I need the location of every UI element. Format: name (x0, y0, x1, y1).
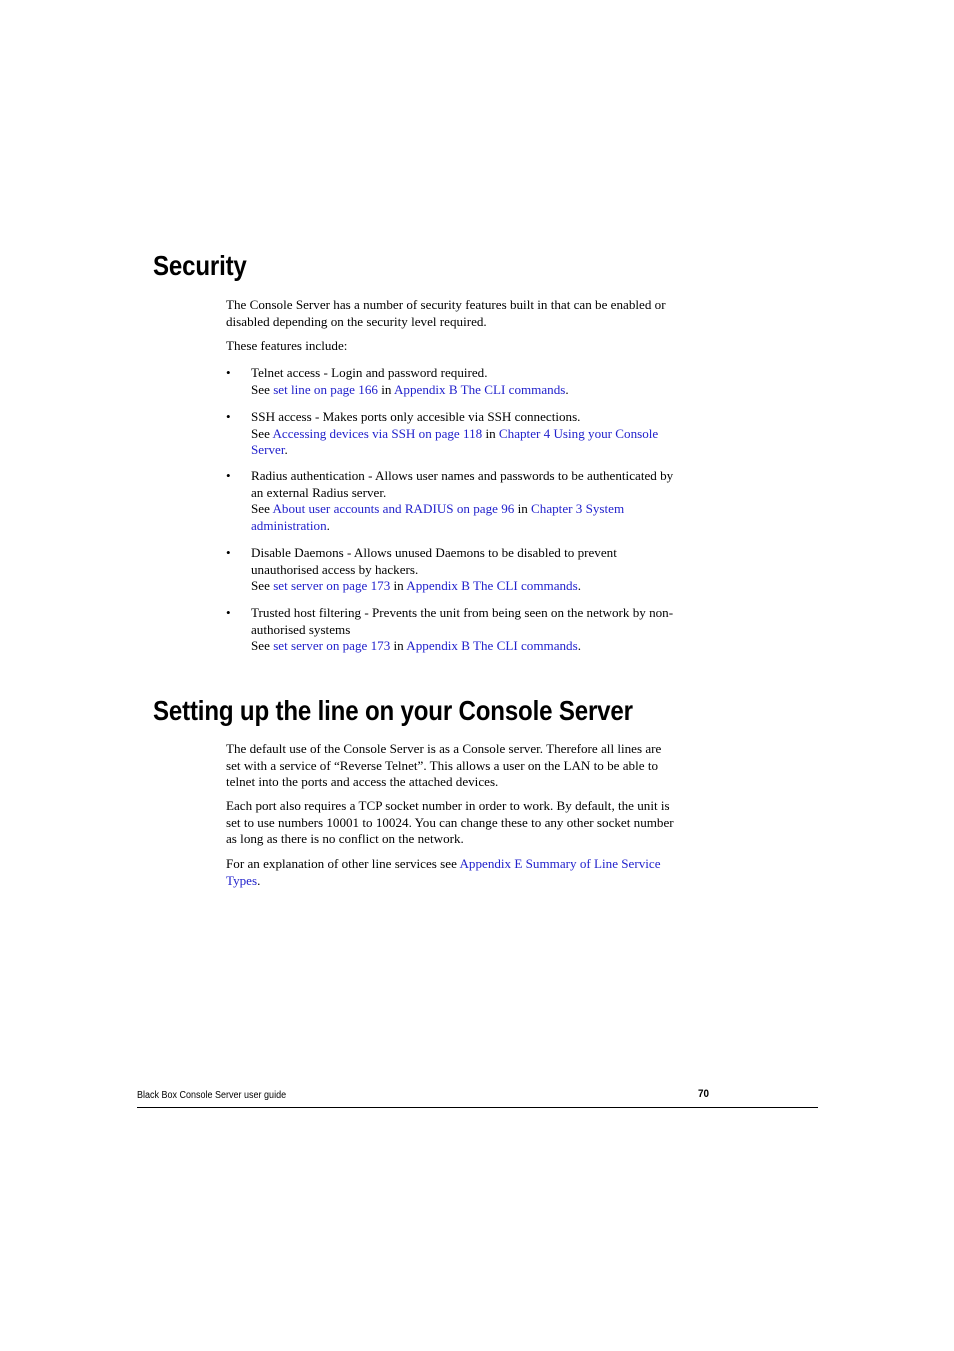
intro-line-2: disabled depending on the security level required. (226, 313, 487, 329)
see-reference (251, 426, 658, 443)
setup-paragraph-2 (226, 798, 706, 848)
item-description: Telnet access - Login and password required. (251, 365, 488, 380)
setup-paragraph-3 (226, 856, 706, 889)
bullet-dot: • (226, 409, 231, 424)
link-chapter-4-cont[interactable]: Server (251, 442, 285, 458)
link-appendix-e-cont[interactable]: Types (226, 872, 258, 888)
link-appendix-b[interactable]: Appendix B The CLI commands (406, 638, 578, 654)
bullet-dot: • (226, 365, 231, 380)
paragraph-line: telnet into the ports and access the attached devices. (226, 774, 499, 790)
bullet-dot: • (226, 468, 231, 483)
link-set-server[interactable]: set server on page 173 (273, 578, 391, 594)
bullet-dot: • (226, 545, 231, 560)
period: . (577, 638, 581, 654)
see-label: See (251, 501, 270, 517)
see-reference (251, 501, 673, 518)
in-label: in (485, 425, 496, 441)
link-appendix-b[interactable]: Appendix B The CLI commands (393, 381, 566, 397)
paragraph-text: For an explanation of other line services see (226, 856, 457, 871)
paragraph-line: Each port also requires a TCP socket number in order to work. By default, the unit is (226, 798, 670, 813)
link-chapter-4[interactable]: Chapter 4 Using your Console (498, 425, 659, 441)
intro-line-1: The Console Server has a number of security features built in that can be enabled or (226, 297, 666, 312)
period: . (577, 578, 581, 594)
paragraph-line: as long as there is no conflict on the network. (226, 831, 464, 847)
section-heading-security: Security (153, 250, 247, 281)
link-appendix-e[interactable]: Appendix E Summary of Line Service (459, 856, 661, 871)
item-description: SSH access - Makes ports only accesible via SSH connections. (251, 409, 581, 424)
in-label: in (381, 381, 392, 397)
section-heading-setup: Setting up the line on your Console Server (153, 695, 633, 726)
in-label: in (517, 501, 528, 517)
paragraph-line: The default use of the Console Server is as a Console server. Therefore all lines are (226, 741, 662, 756)
period: . (257, 872, 261, 888)
see-label: See (251, 425, 270, 441)
period: . (284, 442, 288, 458)
bullet-dot: • (226, 605, 231, 620)
security-intro (226, 297, 706, 330)
period: . (326, 517, 330, 533)
see-label: See (251, 578, 270, 594)
see-reference (251, 638, 673, 655)
link-accessing-ssh[interactable]: Accessing devices via SSH on page 118 (272, 425, 483, 441)
item-description-cont: an external Radius server. (251, 484, 387, 500)
in-label: in (393, 638, 404, 654)
item-description-cont: authorised systems (251, 621, 351, 637)
see-label: See (251, 638, 270, 654)
page-number: 70 (698, 1088, 710, 1100)
footer-title: Black Box Console Server user guide (137, 1090, 287, 1101)
item-description: Trusted host filtering - Prevents the unit from being seen on the network by non- (251, 605, 674, 620)
link-appendix-b[interactable]: Appendix B The CLI commands (406, 578, 578, 594)
setup-paragraph-1 (226, 741, 706, 791)
see-reference (251, 382, 569, 399)
link-chapter-3-cont[interactable]: administration (251, 517, 327, 533)
link-set-server[interactable]: set server on page 173 (273, 638, 391, 654)
item-description: Disable Daemons - Allows unused Daemons to be disabled to prevent (251, 545, 617, 560)
paragraph-line (226, 856, 706, 873)
see-label: See (251, 381, 270, 397)
item-description: Radius authentication - Allows user names and passwords to be authenticated by (251, 468, 674, 483)
link-set-line[interactable]: set line on page 166 (273, 381, 378, 397)
link-user-accounts-radius[interactable]: About user accounts and RADIUS on page 96 (272, 501, 515, 517)
paragraph-line: set with a service of “Reverse Telnet”. This allows a user on the LAN to be able to (226, 757, 659, 773)
link-chapter-3[interactable]: Chapter 3 System (531, 501, 625, 517)
see-reference-cont (251, 518, 673, 535)
footer-divider (137, 1107, 818, 1108)
paragraph-line (226, 873, 706, 890)
see-reference (251, 578, 617, 595)
period: . (565, 381, 569, 397)
see-reference-cont (251, 442, 658, 459)
paragraph-line: set to use numbers 10001 to 10024. You can change these to any other socket number (226, 814, 674, 830)
item-description-cont: unauthorised access by hackers. (251, 561, 419, 577)
features-lead: These features include: (226, 338, 348, 353)
in-label: in (393, 578, 404, 594)
